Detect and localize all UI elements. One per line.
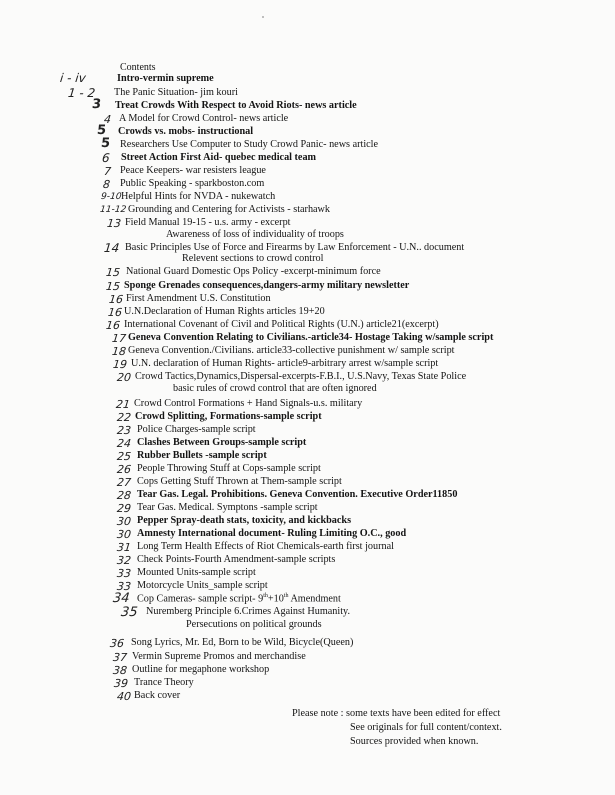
entry-title: Song Lyrics, Mr. Ed, Born to be Wild, Bicycle(Queen) [131, 637, 354, 648]
page-number: 35 [120, 605, 139, 620]
page-number: 30 [116, 515, 132, 528]
page-number: 6 [101, 151, 111, 165]
page-number: 34 [112, 591, 131, 606]
entry-title: Outline for megaphone workshop [132, 664, 270, 675]
page-number: 21 [115, 398, 131, 411]
entry-title: Trance Theory [134, 677, 194, 688]
page-number: 1 - 2 [67, 86, 96, 100]
entry-subtitle: basic rules of crowd control that are often ignored [173, 383, 377, 394]
page-number: 16 [107, 306, 123, 319]
note-line: See originals for full content/context. [350, 722, 502, 733]
entry-title: Crowd Tactics,Dynamics,Dispersal-excerpts-F.B.I., U.S.Navy, Texas State Police [135, 371, 467, 382]
entry-title: Basic Principles Use of Force and Firearms by Law Enforcement - U.N.. document [125, 242, 465, 253]
entry-title: Street Action First Aid- quebec medical team [121, 152, 317, 163]
entry-title: Tear Gas. Medical. Symptons -sample script [137, 502, 318, 513]
page-number: 29 [116, 502, 132, 515]
entry-title: Grounding and Centering for Activists - starhawk [128, 204, 331, 215]
page-number: 16 [105, 319, 121, 332]
page-number: 9-10 [100, 192, 122, 202]
entry-title: First Amendment U.S. Constitution [126, 293, 271, 304]
entry-title: National Guard Domestic Ops Policy -excerpt-minimum force [126, 266, 381, 277]
page-number: 15 [105, 280, 121, 293]
entry-subtitle: Relevent sections to crowd control [182, 253, 324, 264]
page-number: 14 [103, 241, 121, 255]
entry-title: Crowds vs. mobs- instructional [118, 126, 254, 137]
page-number: 7 [103, 165, 112, 178]
page-number: 11-12 [99, 205, 127, 215]
note-line: Please note : some texts have been edited for effect [292, 708, 501, 719]
entry-subtitle: Persecutions on political grounds [186, 619, 322, 630]
entry-subtitle: Awareness of loss of individuality of troops [166, 229, 344, 240]
entry-title: International Covenant of Civil and Political Rights (U.N.) article21(excerpt) [124, 319, 439, 330]
page-number: 33 [116, 567, 132, 580]
entry-title: Amnesty International document- Ruling Limiting O.C., good [137, 528, 407, 539]
entry-title: Geneva Convention./Civilians. article33-collective punishment w/ sample script [128, 345, 455, 356]
page-number: 37 [112, 651, 128, 664]
page-number: 31 [116, 541, 132, 554]
entry-title: Rubber Bullets -sample script [137, 450, 267, 461]
page-number: 17 [111, 332, 127, 345]
page-number: 22 [116, 411, 132, 424]
entry-title: Helpful Hints for NVDA - nukewatch [121, 191, 276, 202]
entry-title: Crowd Splitting, Formations-sample script [135, 411, 322, 422]
page-number: 26 [116, 463, 132, 476]
page-number: 30 [116, 528, 132, 541]
entry-title: U.N. declaration of Human Rights- article9-arbitrary arrest w/sample script [131, 358, 439, 369]
entry-title: Nuremberg Principle 6.Crimes Against Humanity. [146, 606, 351, 617]
page-number: 36 [109, 637, 125, 650]
entry-title: Crowd Control Formations + Hand Signals-u.s. military [134, 398, 363, 409]
page-number: 33 [116, 580, 132, 593]
contents-heading: Contents [120, 62, 156, 73]
entry-title: Sponge Grenades consequences,dangers-army military newsletter [124, 280, 410, 291]
entry-title: Clashes Between Groups-sample script [137, 437, 307, 448]
page-number: 19 [112, 358, 128, 371]
entry-title: People Throwing Stuff at Cops-sample script [137, 463, 321, 474]
page-number: i - iv [59, 71, 87, 85]
paper-speck [262, 16, 264, 18]
ordinal-suffix: th [283, 593, 289, 599]
page-number: 32 [116, 554, 132, 567]
entry-title: Cop Cameras- sample script- 9th+10th Amendment [137, 593, 341, 605]
entry-title: Motorcycle Units_sample script [137, 580, 268, 591]
page-number: 13 [106, 217, 122, 230]
entry-title: Tear Gas. Legal. Prohibitions. Geneva Convention. Executive Order11850 [137, 489, 458, 500]
entry-title: Public Speaking - sparkboston.com [120, 178, 265, 189]
entry-title: Police Charges-sample script [137, 424, 256, 435]
page-number: 5 [100, 136, 111, 151]
page-number: 39 [113, 677, 129, 690]
entry-title: Check Points-Fourth Amendment-sample scripts [137, 554, 336, 565]
entry-title: Researchers Use Computer to Study Crowd Panic- news article [120, 139, 379, 150]
page-number: 40 [116, 690, 132, 703]
page-number: 16 [108, 293, 124, 306]
entry-title: Field Manual 19-15 - u.s. army - excerpt [125, 217, 291, 228]
note-line: Sources provided when known. [350, 736, 479, 747]
page-number: 28 [116, 489, 132, 502]
entry-title: Long Term Health Effects of Riot Chemicals-earth first journal [137, 541, 394, 552]
page-number: 25 [116, 450, 132, 463]
entry-title: The Panic Situation- jim kouri [114, 87, 238, 98]
entry-title: Intro-vermin supreme [117, 73, 214, 84]
page-number: 15 [105, 266, 121, 279]
page-number: 3 [91, 97, 102, 112]
page-number: 5 [96, 123, 107, 138]
page-number: 8 [102, 178, 111, 191]
page-number: 27 [116, 476, 132, 489]
entry-title: U.N.Declaration of Human Rights articles 19+20 [124, 306, 325, 317]
entry-title: Cops Getting Stuff Thrown at Them-sample script [137, 476, 342, 487]
page-number: 20 [116, 371, 132, 384]
entry-title: Mounted Units-sample script [137, 567, 256, 578]
entry-title: Pepper Spray-death stats, toxicity, and kickbacks [137, 515, 352, 526]
entry-title: Treat Crowds With Respect to Avoid Riots- news article [115, 100, 357, 111]
page-number: 18 [111, 345, 127, 358]
entry-title: A Model for Crowd Control- news article [119, 113, 289, 124]
page-number: 23 [116, 424, 132, 437]
entry-title: Geneva Convention Relating to Civilians.-article34- Hostage Taking w/sample script [128, 332, 494, 343]
entry-title: Peace Keepers- war resisters league [120, 165, 266, 176]
page-number: 24 [116, 437, 132, 450]
entry-title: Back cover [134, 690, 181, 701]
entry-title: Vermin Supreme Promos and merchandise [132, 651, 306, 662]
page-number: 38 [112, 664, 128, 677]
page-number: 4 [103, 113, 112, 126]
ordinal-suffix: th [263, 593, 268, 599]
